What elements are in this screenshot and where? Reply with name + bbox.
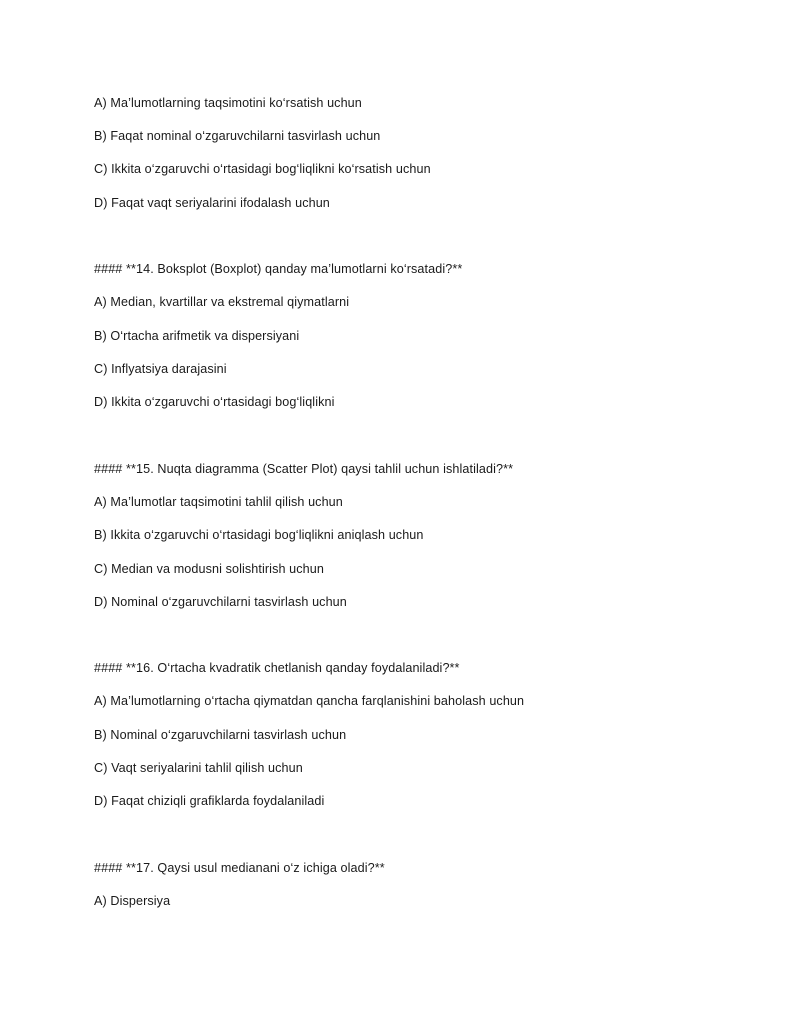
answer-option-a: A) Median, kvartillar va ekstremal qiymatlarni xyxy=(94,295,350,309)
answer-option-c: C) Median va modusni solishtirish uchun xyxy=(94,562,324,576)
answer-option-c: C) Ikkita o‘zgaruvchi o‘rtasidagi bog‘liqlikni ko‘rsatish uchun xyxy=(94,162,431,176)
answer-option-c: C) Inflyatsiya darajasini xyxy=(94,362,227,376)
answer-option-a: A) Ma’lumotlarning taqsimotini ko‘rsatish uchun xyxy=(94,96,362,110)
answer-option-b: B) Faqat nominal o‘zgaruvchilarni tasvirlash uchun xyxy=(94,129,381,143)
answer-option-c: C) Vaqt seriyalarini tahlil qilish uchun xyxy=(94,761,303,775)
answer-option-b: B) Nominal o‘zgaruvchilarni tasvirlash uchun xyxy=(94,728,347,742)
answer-option-a: A) Ma’lumotlarning o‘rtacha qiymatdan qancha farqlanishini baholash uchun xyxy=(94,694,525,708)
question-heading-15: #### **15. Nuqta diagramma (Scatter Plot) qaysi tahlil uchun ishlatiladi?** xyxy=(94,462,514,476)
question-heading-16: #### **16. O‘rtacha kvadratik chetlanish qanday foydalaniladi?** xyxy=(94,661,460,675)
answer-option-a: A) Ma’lumotlar taqsimotini tahlil qilish uchun xyxy=(94,495,343,509)
answer-option-d: D) Nominal o‘zgaruvchilarni tasvirlash uchun xyxy=(94,595,347,609)
question-heading-14: #### **14. Boksplot (Boxplot) qanday ma’lumotlarni ko‘rsatadi?** xyxy=(94,262,463,276)
answer-option-a: A) Dispersiya xyxy=(94,894,171,908)
answer-option-b: B) Ikkita o‘zgaruvchi o‘rtasidagi bog‘liqlikni aniqlash uchun xyxy=(94,528,424,542)
answer-option-d: D) Faqat vaqt seriyalarini ifodalash uchun xyxy=(94,196,330,210)
answer-option-d: D) Faqat chiziqli grafiklarda foydalaniladi xyxy=(94,794,325,808)
answer-option-d: D) Ikkita o‘zgaruvchi o‘rtasidagi bog‘liqlikni xyxy=(94,395,335,409)
answer-option-b: B) O‘rtacha arifmetik va dispersiyani xyxy=(94,329,300,343)
question-heading-17: #### **17. Qaysi usul medianani o‘z ichiga oladi?** xyxy=(94,861,385,875)
